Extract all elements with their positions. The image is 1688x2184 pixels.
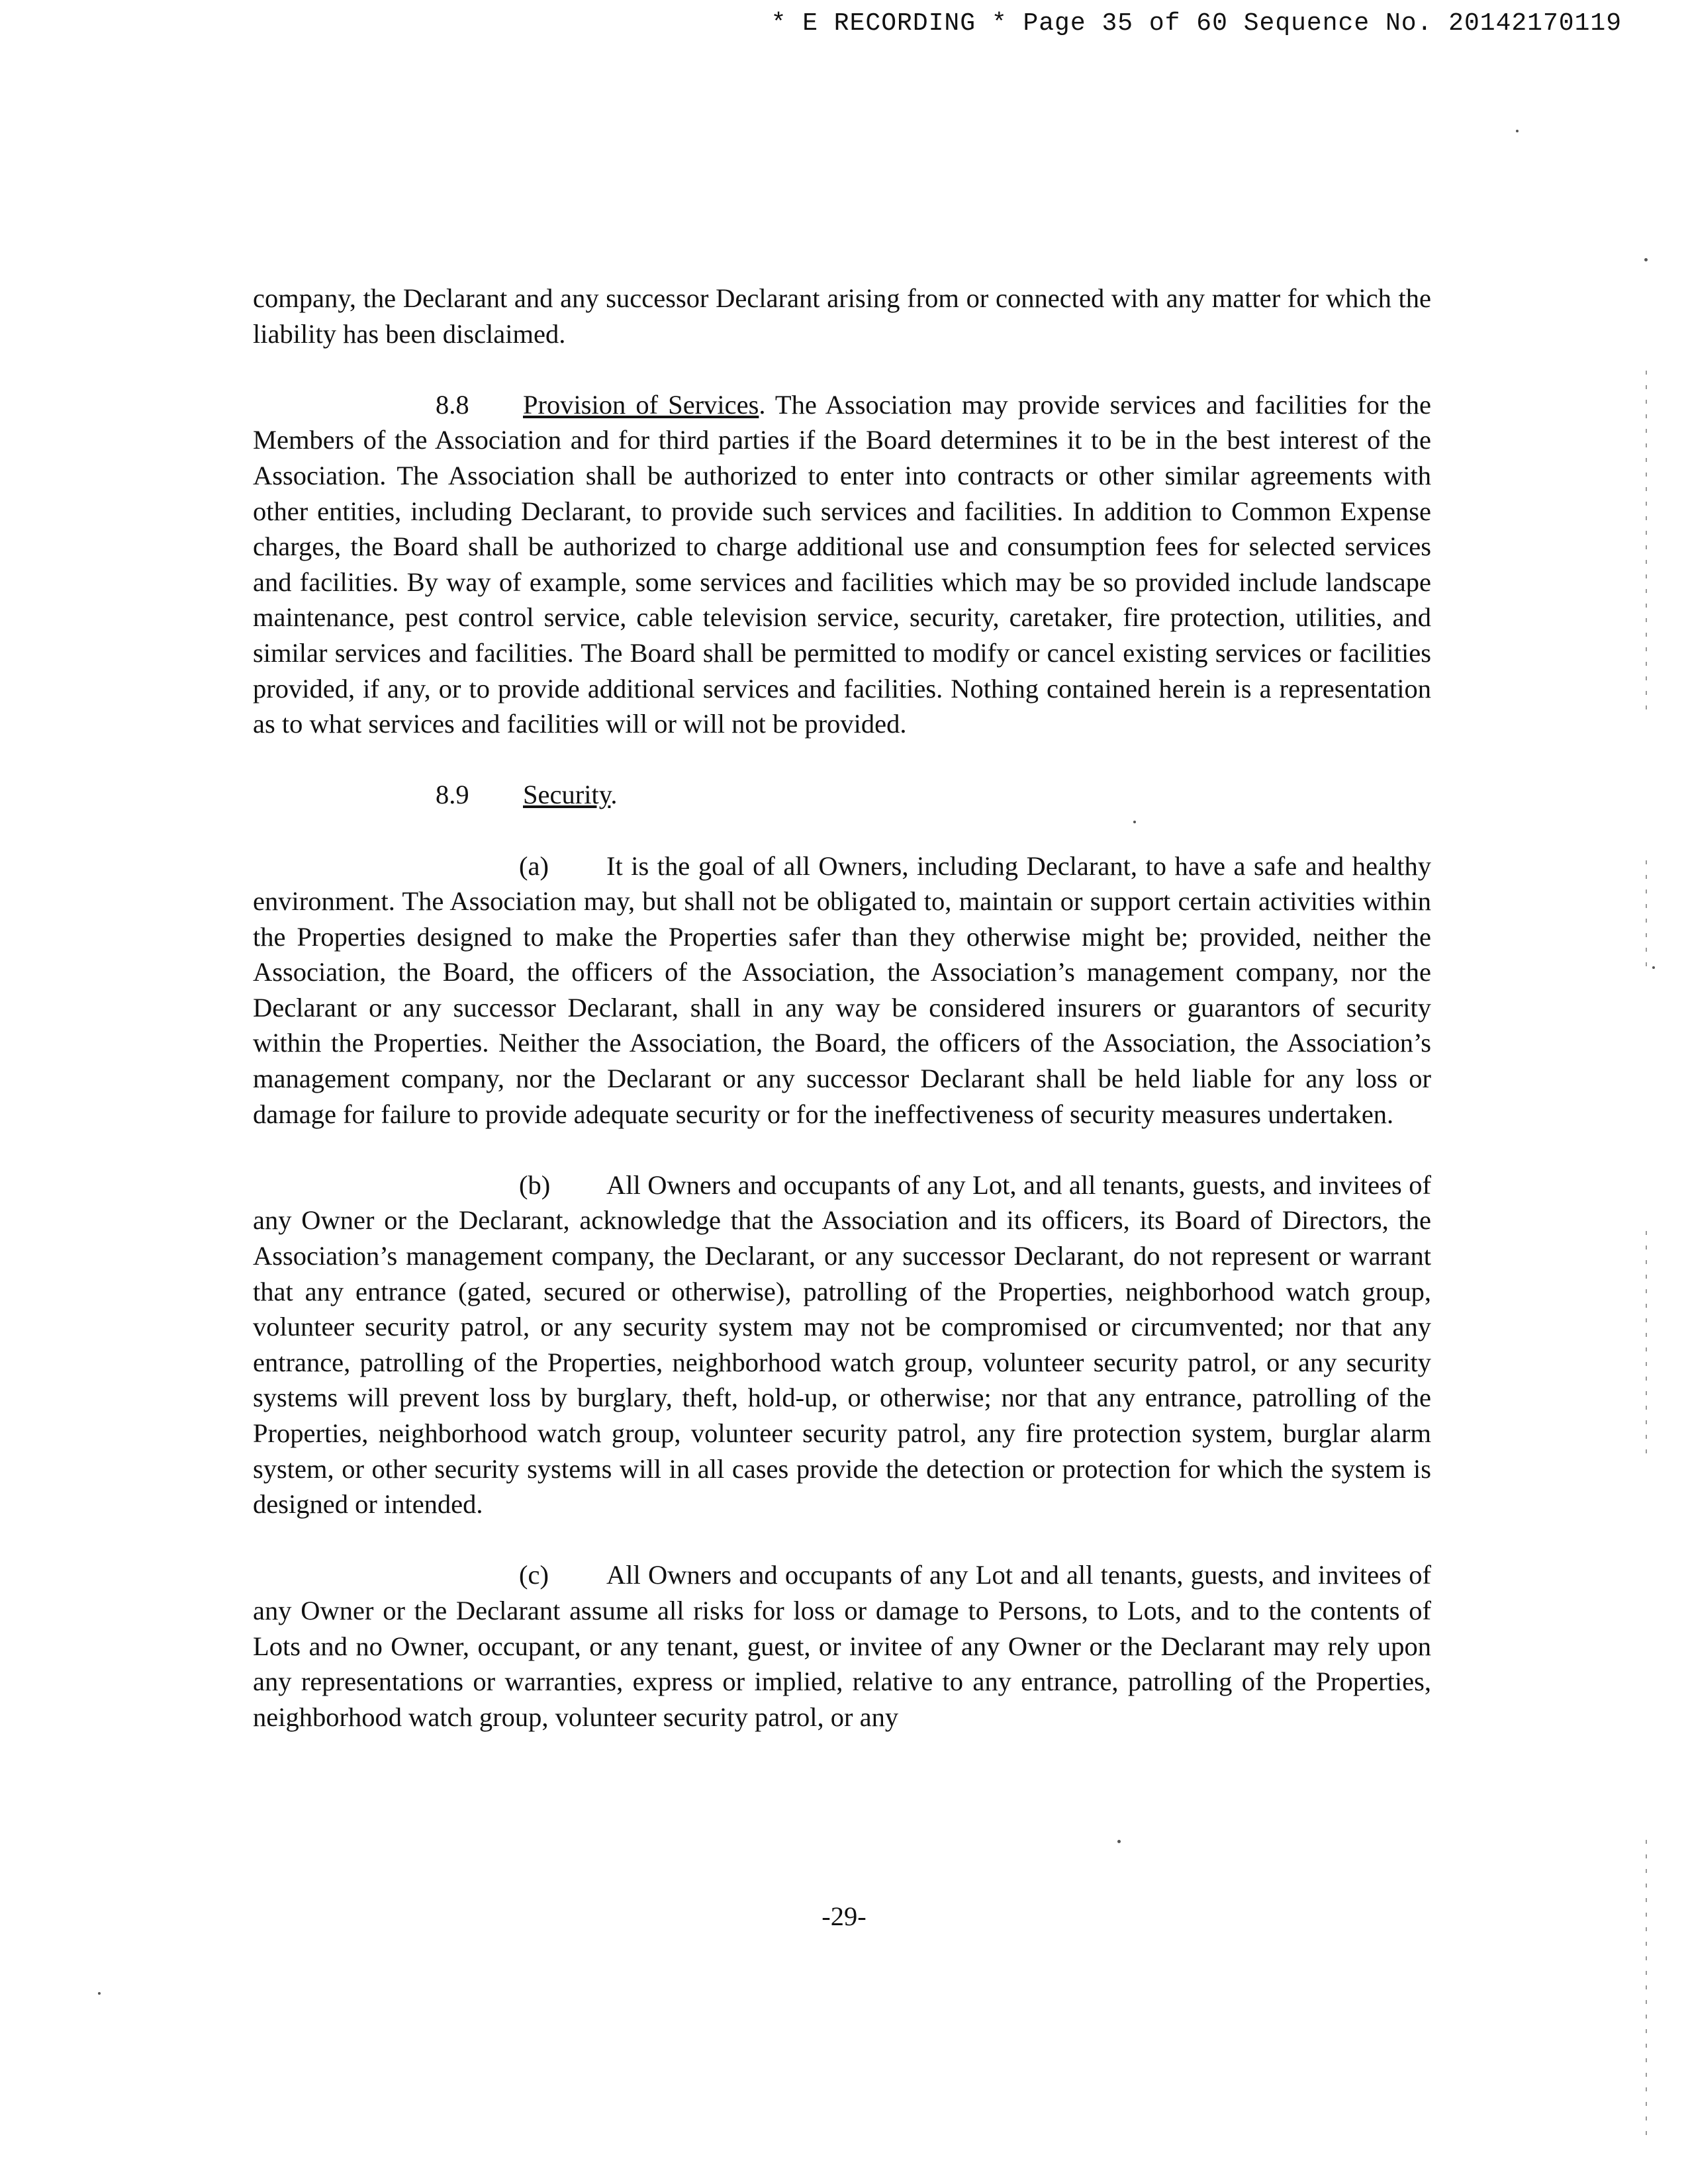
section-8-9-c-text: All Owners and occupants of any Lot and all tenants, guests, and invitees of any Owner or the Declarant assume all risks for loss or damage to Persons, to Lots, and to the contents of Lots and no Owner, occupant, or any tenant, guest, or invitee of any Owner or the Declarant may rely upon any representations or warranties, express or implied, relative to any entrance, patrolling of the Properties, neighborhood watch group, volunteer security patrol, or any xyxy=(253,1560,1431,1732)
section-8-9-c-label: (c) xyxy=(519,1560,549,1590)
recording-stamp-header: * E RECORDING * Page 35 of 60 Sequence No. 20142170119 xyxy=(771,9,1622,38)
scan-edge-marks xyxy=(1646,1840,1647,2144)
scan-speck xyxy=(1117,1840,1121,1843)
section-8-8-title: Provision of Services xyxy=(523,389,759,420)
section-8-9-a-label: (a) xyxy=(519,850,549,881)
section-8-9-title: Security xyxy=(523,780,611,810)
section-8-9-a-paragraph xyxy=(253,848,1431,1132)
section-8-9-c-paragraph xyxy=(253,1557,1431,1735)
section-8-9-a-text: It is the goal of all Owners, including Declarant, to have a safe and healthy environment. The Association may, but shall not be obligated to, maintain or support certain activities within the Properties designed to make the Properties safer than they otherwise might be; provided, neither the Association, the Board, the officers of the Association, the Association’s management company, nor the Declarant or any successor Declarant, shall in any way be considered insurers or guarantors of security within the Properties. Neither the Association, the Board, the officers of the Association, the Association’s management company, nor the Declarant or any successor Declarant shall be held liable for any loss or damage for failure to provide adequate security or for the ineffectiveness of security measures undertaken. xyxy=(253,850,1431,1129)
scan-edge-marks xyxy=(1646,1231,1647,1456)
scan-speck xyxy=(98,1992,101,1995)
section-8-8-number: 8.8 xyxy=(436,389,469,420)
scan-edge-marks xyxy=(1646,371,1647,715)
section-8-8-paragraph xyxy=(253,387,1431,742)
section-8-9-b-text: All Owners and occupants of any Lot, and all tenants, guests, and invitees of any Owner or the Declarant, acknowledge that the Association and its officers, its Board of Directors, the Association’s management company, the Declarant, or any successor Declarant, do not represent or warrant that any entrance (gated, secured or otherwise), patrolling of the Properties, neighborhood watch group, volunteer security patrol, or any security system may not be compromised or circumvented; nor that any entrance, patrolling of the Properties, neighborhood watch group, volunteer security patrol, or any security systems will prevent loss by burglary, theft, hold-up, or otherwise; nor that any entrance, patrolling of the Properties, neighborhood watch group, volunteer security patrol, any fire protection system, burglar alarm system, or other security systems will in all cases provide the detection or protection for which the system is designed or intended. xyxy=(253,1169,1431,1520)
section-8-9-b-paragraph xyxy=(253,1167,1431,1522)
scan-speck xyxy=(1644,258,1648,261)
section-8-9-b-label: (b) xyxy=(519,1169,551,1200)
scan-speck xyxy=(1652,966,1655,969)
document-body xyxy=(253,281,1431,1735)
section-8-9-title-suffix: . xyxy=(610,780,618,810)
scan-edge-marks xyxy=(1646,860,1647,966)
section-8-9-heading xyxy=(253,777,1431,813)
section-8-8-text: . The Association may provide services and facilities for the Members of the Association and for third parties if the Board determines it to be in the best interest of the Association. The Association shall be authorized to enter into contracts or other similar agreements with other entities, including Declarant, to provide such services and facilities. In addition to Common Expense charges, the Board shall be authorized to charge additional use and consumption fees for selected services and facilities. By way of example, some services and facilities which may be so provided include landscape maintenance, pest control service, cable television service, security, caretaker, fire protection, utilities, and similar services and facilities. The Board shall be permitted to modify or cancel existing services or facilities provided, if any, or to provide additional services and facilities. Nothing contained herein is a representation as to what services and facilities will or will not be provided. xyxy=(253,389,1431,739)
scan-speck xyxy=(1516,130,1519,132)
continuation-paragraph: company, the Declarant and any successor Declarant arising from or connected with any matter for which the liability has been disclaimed. xyxy=(253,283,1431,349)
scan-speck xyxy=(1133,821,1136,823)
section-8-9-number: 8.9 xyxy=(436,780,469,810)
page-number: -29- xyxy=(821,1901,867,1931)
